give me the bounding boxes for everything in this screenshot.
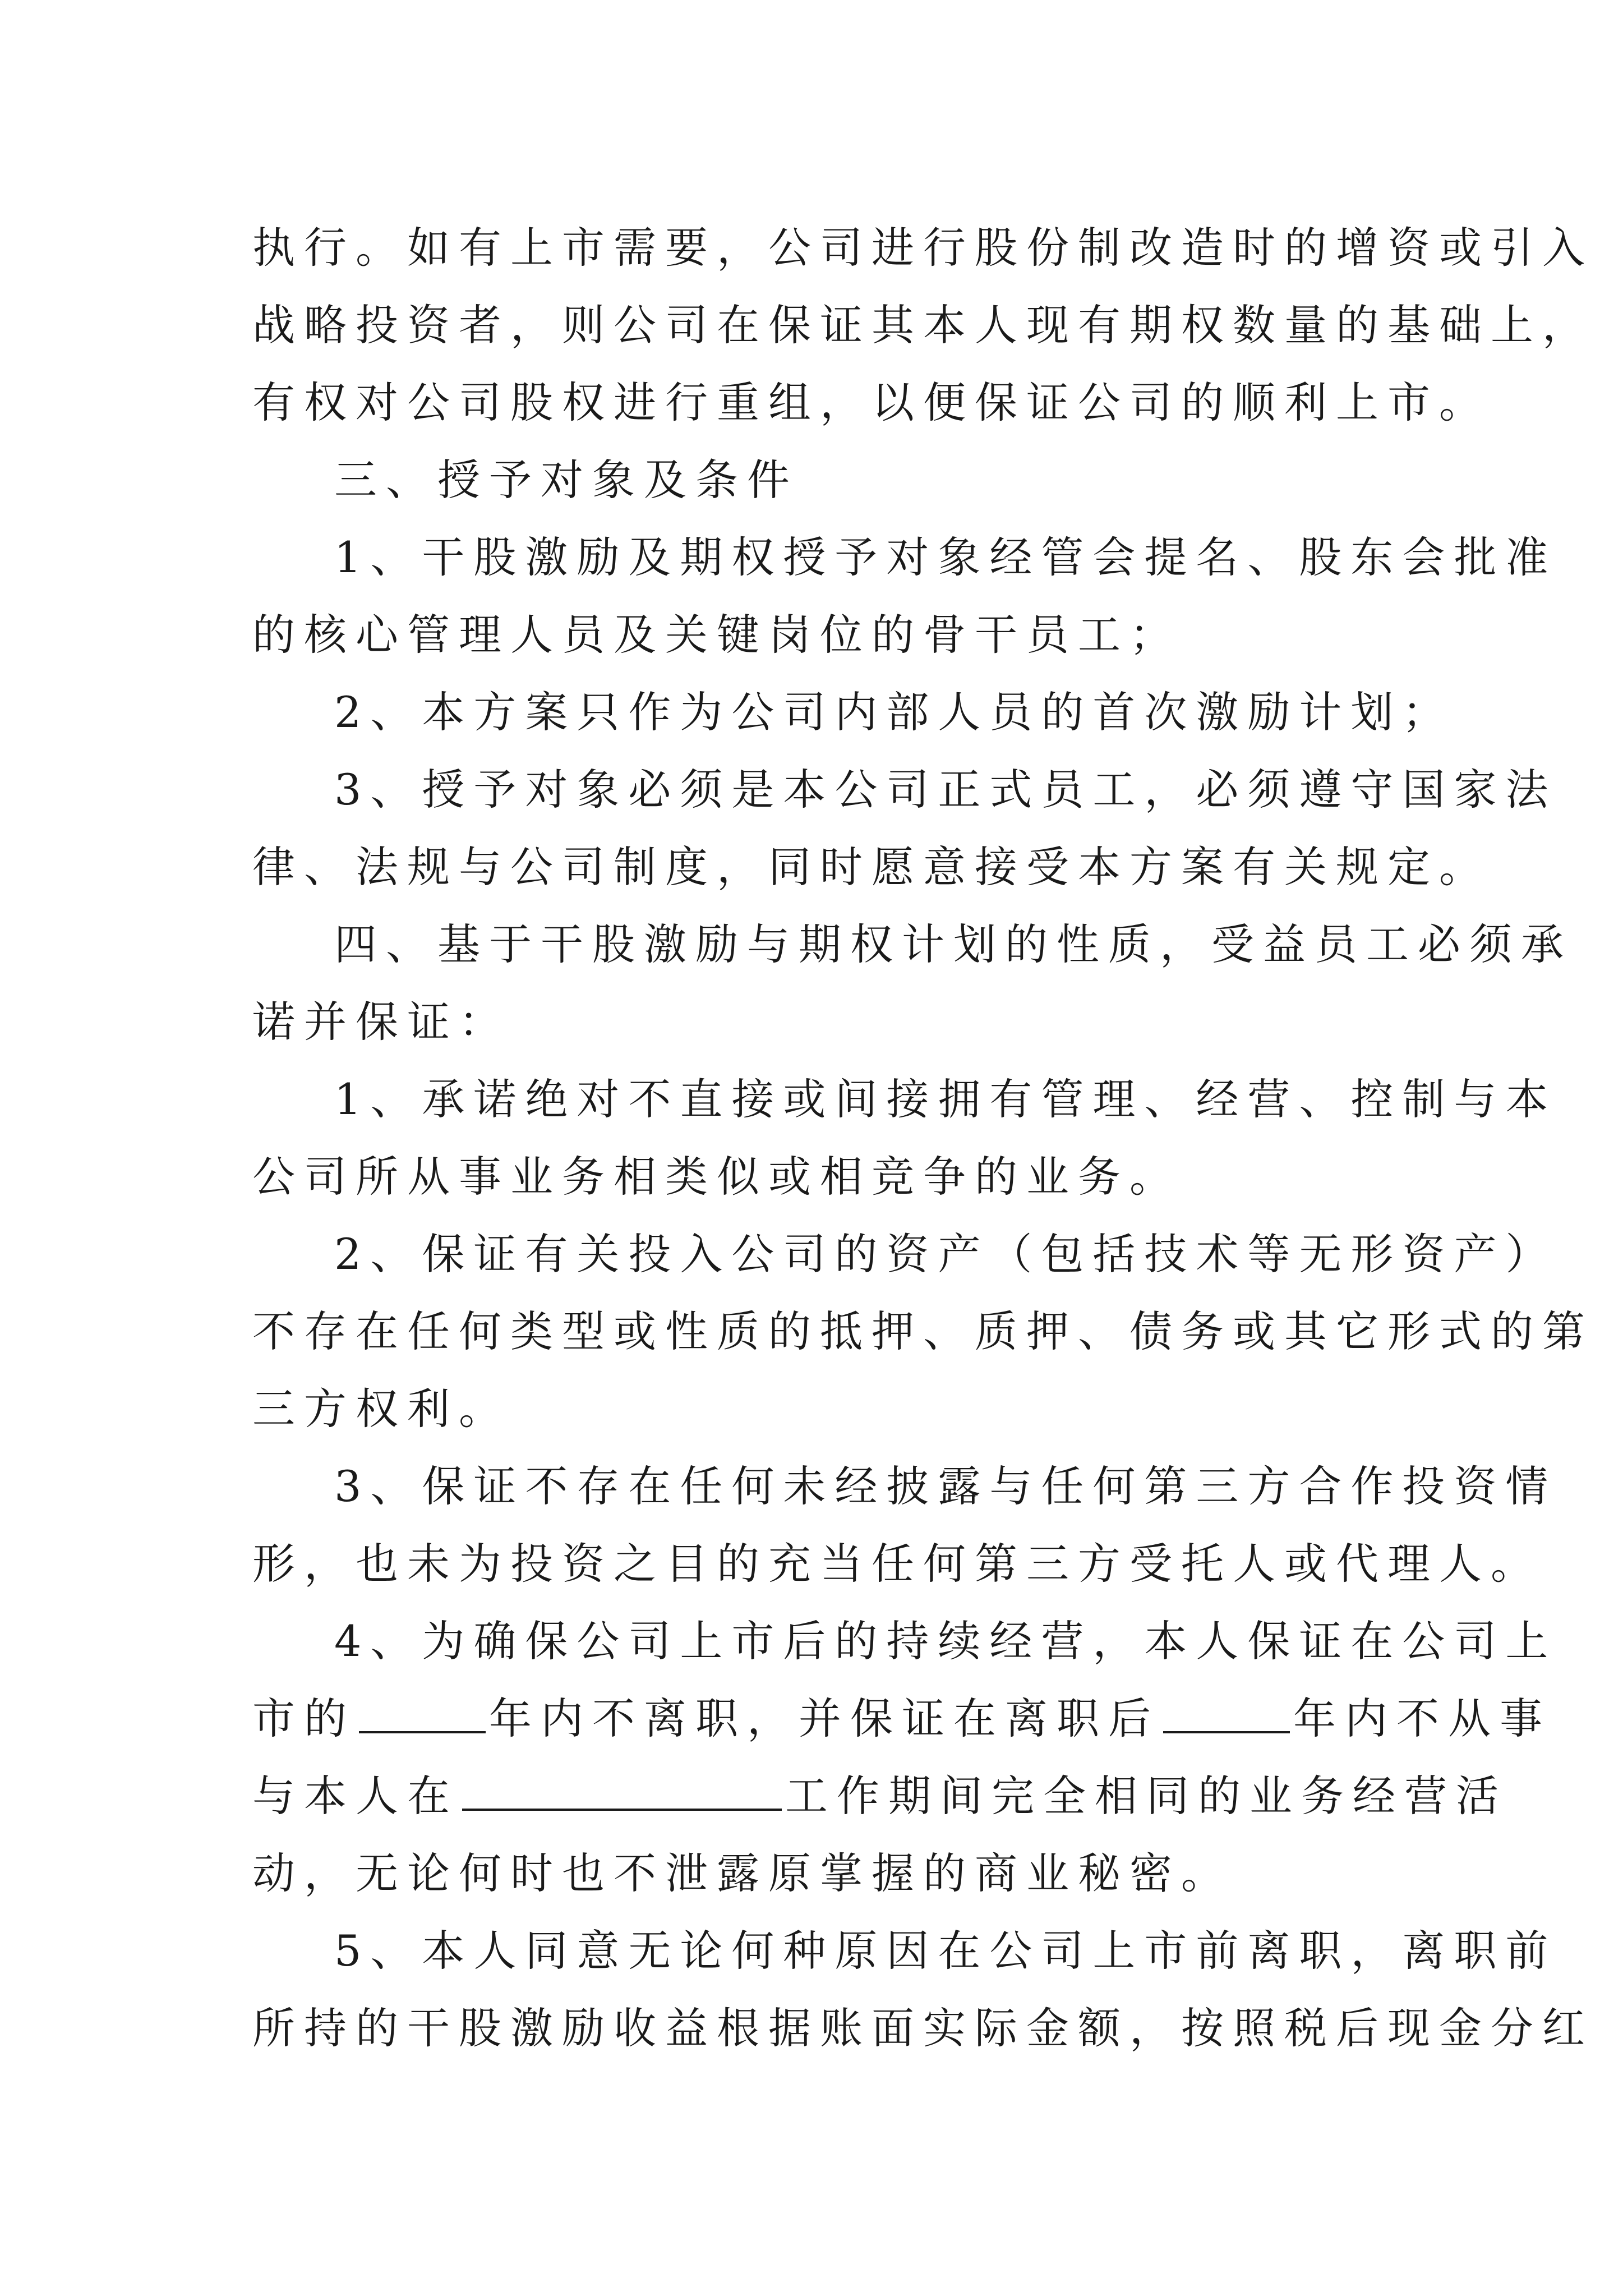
line-text — [252, 1757, 1507, 1835]
line-text — [252, 1680, 1551, 1758]
text-line-with-blanks — [0, 1680, 1623, 1758]
text-line — [0, 828, 1623, 907]
line-text: 有权对公司股权进行重组，以便保证公司的顺利上市。 — [252, 378, 1491, 427]
line-text-part: 工作期间完全相同的业务经营活 — [785, 1771, 1507, 1821]
line-text: 动，无论何时也不泄露原掌握的商业秘密。 — [252, 1848, 1233, 1898]
text-line — [0, 1215, 1623, 1294]
text-line — [0, 1447, 1623, 1526]
text-line — [0, 596, 1623, 674]
text-line — [0, 751, 1623, 829]
heading-text: 三、授予对象及条件 — [334, 455, 799, 505]
line-text: 律、法规与公司制度，同时愿意接受本方案有关规定。 — [252, 842, 1491, 892]
line-text: 形，也未为投资之目的充当任何第三方受托人或代理人。 — [252, 1539, 1542, 1589]
text-line-with-blanks — [0, 1757, 1623, 1835]
text-line — [0, 518, 1623, 597]
text-line — [0, 1525, 1623, 1603]
text-line — [0, 1138, 1623, 1216]
line-text: 3、保证不存在任何未经披露与任何第三方合作投资情 — [334, 1461, 1557, 1511]
line-text: 1、承诺绝对不直接或间接拥有管理、经营、控制与本 — [334, 1074, 1557, 1124]
text-line — [0, 1602, 1623, 1681]
line-text: 所持的干股激励收益根据账面实际金额，按照税后现金分红 — [252, 2003, 1594, 2053]
line-text: 战略投资者，则公司在保证其本人现有期权数量的基础上， — [252, 300, 1594, 350]
fill-in-blank-years-stay[interactable] — [359, 1692, 486, 1733]
line-text: 3、授予对象必须是本公司正式员工，必须遵守国家法 — [334, 765, 1557, 815]
text-line — [0, 1292, 1623, 1371]
line-text: 2、保证有关投入公司的资产（包括技术等无形资产） — [334, 1229, 1557, 1279]
line-text: 5、本人同意无论何种原因在公司上市前离职，离职前 — [334, 1926, 1557, 1976]
line-text: 执行。如有上市需要，公司进行股份制改造时的增资或引入 — [252, 223, 1594, 273]
text-line — [0, 209, 1623, 287]
line-text: 不存在任何类型或性质的抵押、质押、债务或其它形式的第 — [252, 1306, 1594, 1356]
fill-in-blank-years-noncompete[interactable] — [1163, 1692, 1290, 1733]
line-text-part: 与本人在 — [252, 1771, 459, 1821]
fill-in-blank-company[interactable] — [462, 1769, 782, 1811]
line-text: 2、本方案只作为公司内部人员的首次激励计划； — [334, 687, 1454, 737]
line-text: 公司所从事业务相类似或相竞争的业务。 — [252, 1152, 1181, 1202]
text-line — [0, 286, 1623, 365]
text-line — [0, 1989, 1623, 2068]
text-line — [0, 1912, 1623, 1990]
line-text-part: 市的 — [252, 1694, 356, 1743]
line-text: 4、为确保公司上市后的持续经营，本人保证在公司上 — [334, 1616, 1557, 1666]
line-text-part: 年内不离职，并保证在离职后 — [489, 1694, 1160, 1743]
line-text: 诺并保证： — [252, 997, 510, 1047]
line-text: 的核心管理人员及关键岗位的骨干员工； — [252, 610, 1181, 660]
text-line — [0, 673, 1623, 752]
heading-text: 四、基于干股激励与期权计划的性质，受益员工必须承 — [334, 919, 1573, 969]
line-text: 三方权利。 — [252, 1384, 510, 1434]
line-text-part: 年内不从事 — [1293, 1694, 1551, 1743]
text-line — [0, 1060, 1623, 1139]
text-line — [0, 364, 1623, 442]
section-heading — [0, 441, 1623, 519]
line-text: 1、干股激励及期权授予对象经管会提名、股东会批准 — [334, 532, 1557, 582]
text-line — [0, 1370, 1623, 1448]
text-line — [0, 1834, 1623, 1913]
text-line — [0, 983, 1623, 1061]
section-heading — [0, 905, 1623, 984]
